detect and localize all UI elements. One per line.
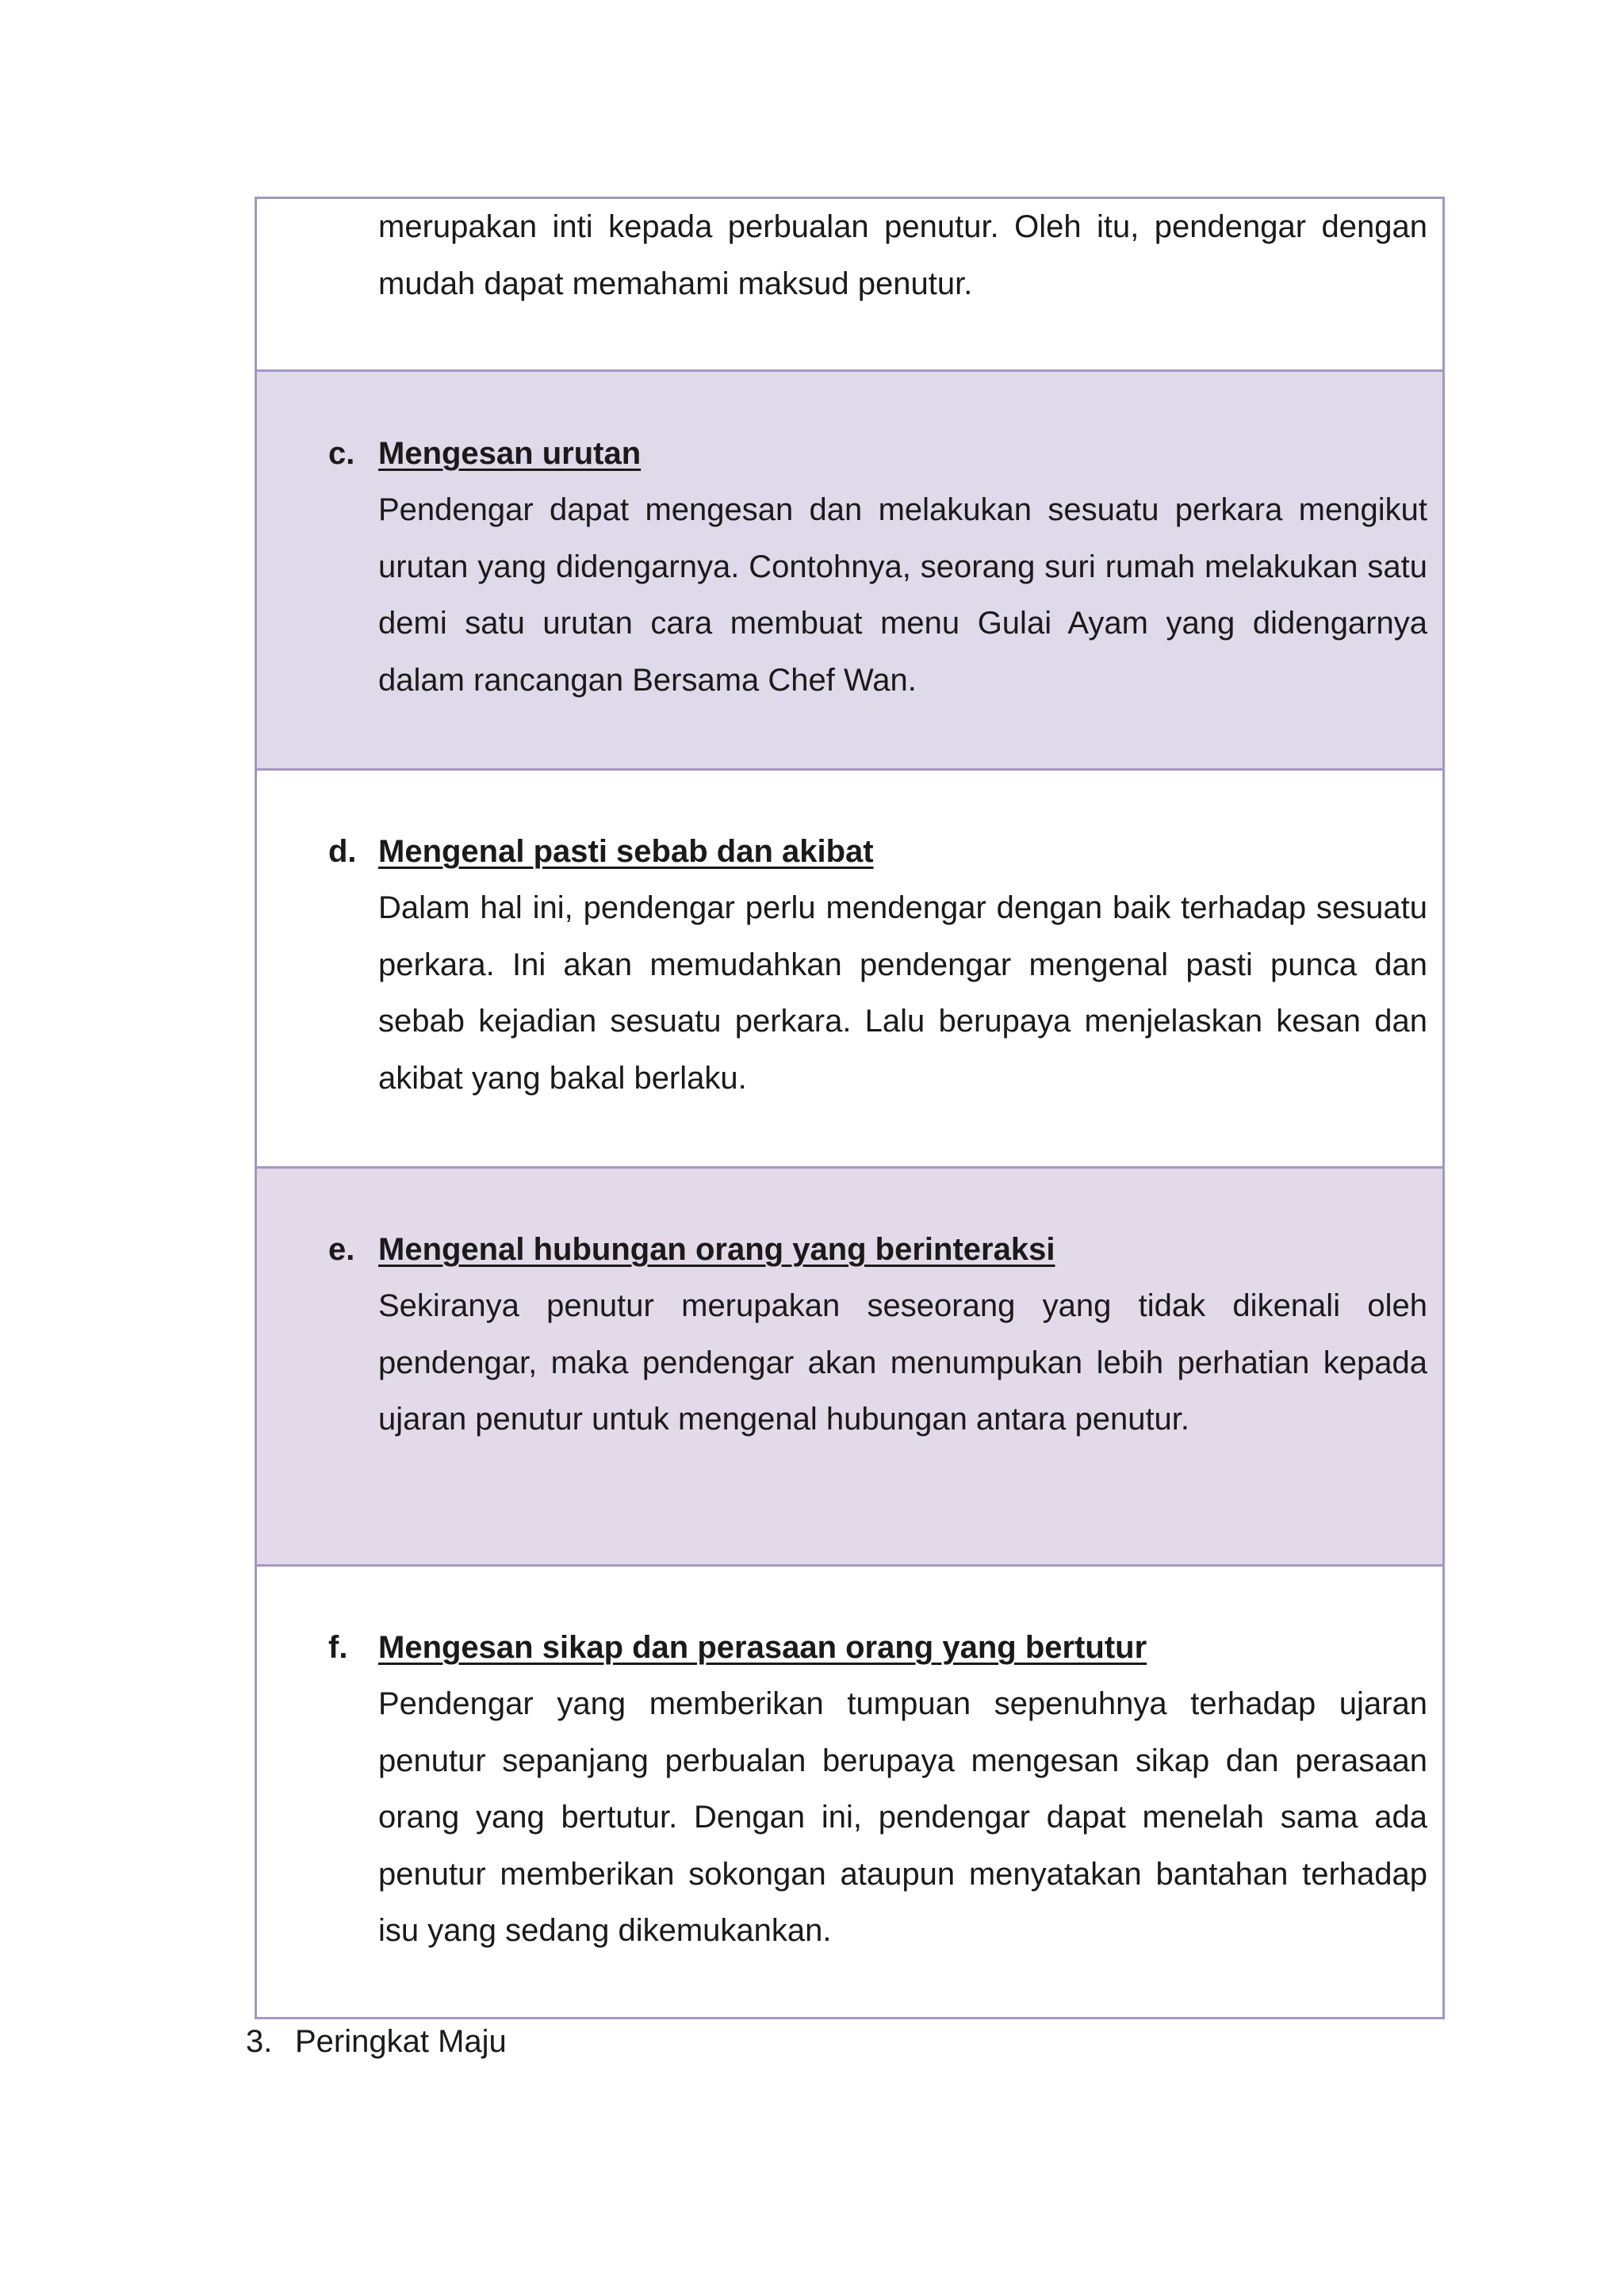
item-heading: Mengenal pasti sebab dan akibat	[378, 834, 874, 869]
item-cell-c	[257, 372, 1442, 771]
next-section-heading	[246, 2014, 507, 2071]
continuation-cell	[257, 199, 1442, 372]
item-body: Sekiranya penutur merupakan seseorang yang tidak dikenali oleh pendengar, maka pendengar akan menumpukan lebih perhatian kepada ujaran penutur untuk mengenal hubungan antara penutur.	[378, 1288, 1427, 1437]
content-table	[255, 197, 1445, 2019]
item-letter: e.	[328, 1232, 355, 1267]
item-letter: f.	[328, 1630, 348, 1665]
item-heading: Mengesan sikap dan perasaan orang yang bertutur	[378, 1630, 1147, 1665]
item-body: Pendengar dapat mengesan dan melakukan sesuatu perkara mengikut urutan yang didengarnya. Contohnya, seorang suri rumah melakukan satu demi satu urutan cara membuat menu Gulai Ayam yang didengarnya dalam rancangan Bersama Chef Wan.	[378, 492, 1427, 698]
item-cell-d	[257, 771, 1442, 1169]
item-cell-e	[257, 1169, 1442, 1567]
item-body: Pendengar yang memberikan tumpuan sepenuhnya terhadap ujaran penutur sepanjang perbualan berupaya mengesan sikap dan perasaan orang yang bertutur. Dengan ini, pendengar dapat menelah sama ada penutur memberikan sokongan ataupun menyatakan bantahan terhadap isu yang sedang dikemukankan.	[378, 1686, 1427, 1948]
section-title: Peringkat Maju	[295, 2024, 507, 2059]
item-cell-f	[257, 1567, 1442, 2017]
item-body: Dalam hal ini, pendengar perlu mendengar dengan baik terhadap sesuatu perkara. Ini akan memudahkan pendengar mengenal pasti punca dan sebab kejadian sesuatu perkara. Lalu berupaya menjelaskan kesan dan akibat yang bakal berlaku.	[378, 890, 1427, 1096]
item-letter: d.	[328, 834, 357, 869]
section-number: 3.	[246, 2024, 273, 2059]
item-letter: c.	[328, 436, 355, 471]
item-heading: Mengenal hubungan orang yang berinteraksi	[378, 1232, 1055, 1267]
continuation-text: merupakan inti kepada perbualan penutur. Oleh itu, pendengar dengan mudah dapat memahami maksud penutur.	[378, 209, 1427, 301]
item-heading: Mengesan urutan	[378, 436, 642, 471]
